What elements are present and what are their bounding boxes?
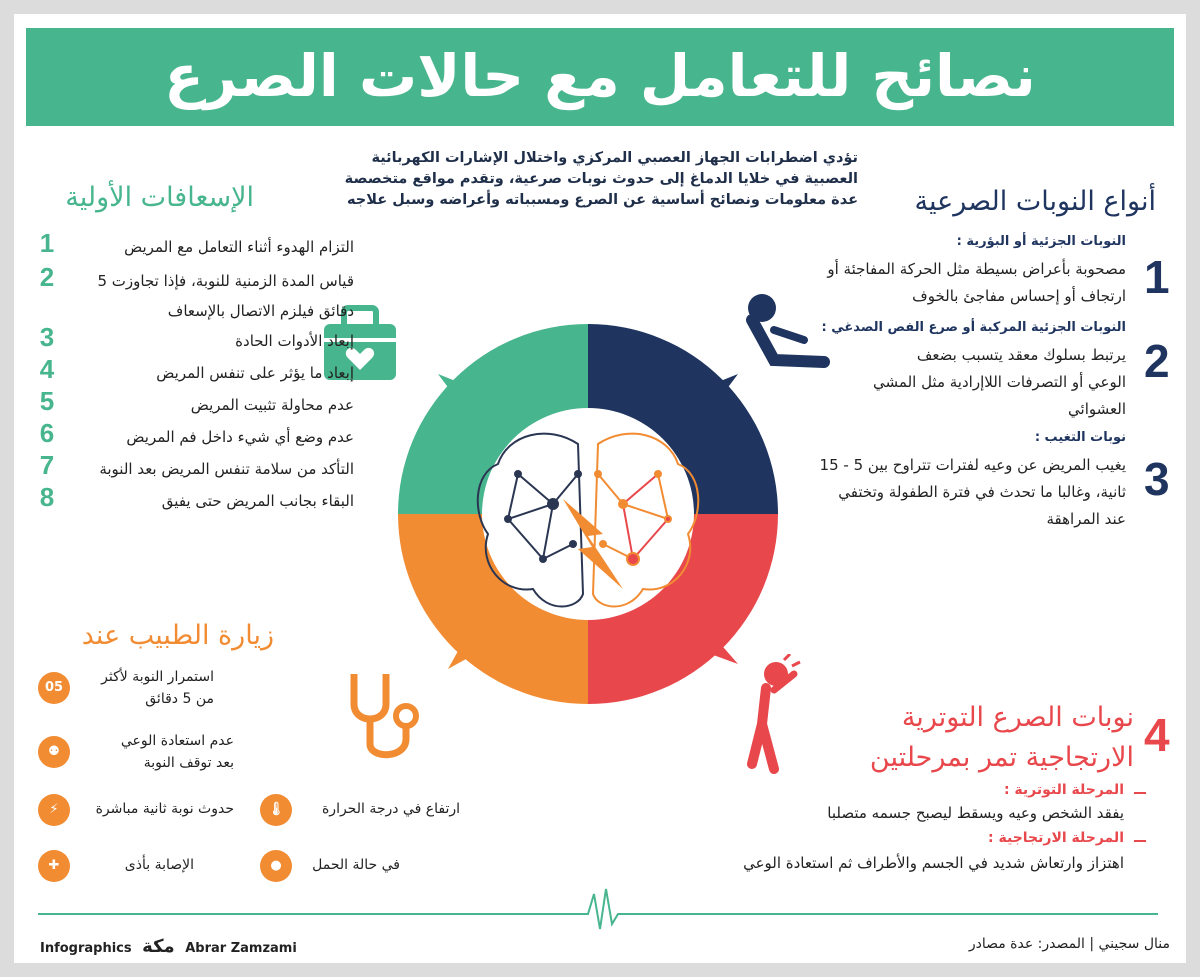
footer-source: منال سجيني | المصدر: عدة مصادر <box>968 936 1170 952</box>
doctor-visit-line: استمرار النوبة لأكثر <box>101 669 214 685</box>
first-aid-number: 6 <box>39 418 55 448</box>
stage-heading: المرحلة الارتجاجية : <box>988 830 1124 846</box>
doctor-visit-line: بعد توقف النوبة <box>143 755 234 771</box>
first-aid-number: 4 <box>39 354 55 384</box>
stage-text: يفقد الشخص وعيه ويسقط ليصبح جسمه متصلبا <box>827 804 1124 822</box>
first-aid-text-continued: دقائق فيلزم الاتصال بالإسعاف <box>167 302 354 320</box>
first-aid-text: قياس المدة الزمنية للنوبة، فإذا تجاوزت 5 <box>97 272 354 290</box>
footer-author: Abrar Zamzami <box>185 941 297 956</box>
stage-text: اهتزاز وارتعاش شديد في الجسم والأطراف ثم استعادة الوعي <box>743 854 1124 872</box>
doctor-visit-item <box>38 730 234 780</box>
first-aid-number: 5 <box>39 386 55 416</box>
tonic-clonic-number: 4 <box>1144 709 1170 761</box>
doctor-visit-text <box>78 730 234 774</box>
first-aid-number: 1 <box>39 228 55 258</box>
first-aid-text: التأكد من سلامة تنفس المريض بعد النوبة <box>99 460 354 478</box>
doctor-visit-text: حدوث نوبة ثانية مباشرة <box>95 801 234 817</box>
first-aid-number: 3 <box>39 322 55 352</box>
type-line: عند المراهقة <box>1046 510 1126 528</box>
type-heading: النوبات الجزئية المركبة أو صرع الفص الصدغي : <box>821 320 1126 335</box>
thermometer-icon: 🌡 <box>260 794 292 826</box>
doctor-visit-text <box>78 666 214 710</box>
infographic-page <box>14 14 1186 963</box>
clock-05-icon: 05 <box>38 672 70 704</box>
type-heading: نوبات التغيب : <box>1034 430 1126 445</box>
type-line: يغيب المريض عن وعيه لفترات تتراوح بين 5 - 15 <box>819 456 1126 474</box>
type-line: العشوائي <box>1068 400 1126 418</box>
heartbeat-line-icon <box>38 884 1158 934</box>
first-aid-item <box>34 388 354 418</box>
type-description <box>794 256 1126 310</box>
title-banner <box>26 28 1174 126</box>
tonic-clonic-title-line: الارتجاجية تمر بمرحلتين <box>869 742 1134 773</box>
first-aid-item <box>34 420 354 450</box>
footer-credit <box>40 936 297 957</box>
first-aid-text: التزام الهدوء أثناء التعامل مع المريض <box>124 238 354 256</box>
first-aid-item <box>34 452 354 482</box>
second-seizure-icon: ⚡ <box>38 794 70 826</box>
first-aid-item <box>34 356 354 386</box>
type-heading: النوبات الجزئية أو البؤرية : <box>956 234 1126 249</box>
first-aid-number: 8 <box>39 482 55 512</box>
type-number: 1 <box>1144 251 1170 303</box>
footer-label: Infographics <box>40 941 132 956</box>
doctor-visit-text: ارتفاع في درجة الحرارة <box>321 801 460 817</box>
first-aid-text: إبعاد الأدوات الحادة <box>235 332 354 350</box>
first-aid-text: إبعاد ما يؤثر على تنفس المريض <box>156 364 354 382</box>
type-description <box>784 452 1126 533</box>
pain-person-icon <box>744 654 814 774</box>
lying-person-icon: ⚉ <box>38 736 70 768</box>
first-aid-number: 2 <box>39 262 55 292</box>
first-aid-item <box>34 324 354 354</box>
type-line: يرتبط بسلوك معقد يتسبب بضعف <box>916 346 1126 364</box>
doctor-visit-text: في حالة الحمل <box>312 857 400 873</box>
stage-dash <box>1134 792 1146 794</box>
makkah-logo: مكة <box>142 936 175 957</box>
type-line: الوعي أو التصرفات اللاإرادية مثل المشي <box>873 373 1126 391</box>
pregnancy-icon: ● <box>260 850 292 882</box>
stage-dash <box>1134 840 1146 842</box>
first-aid-text: عدم وضع أي شيء داخل فم المريض <box>126 428 354 446</box>
type-line: ثانية، وغالبا ما تحدث في فترة الطفولة وتختفي <box>838 483 1126 501</box>
first-aid-item <box>34 484 354 514</box>
type-line: مصحوبة بأعراض بسيطة مثل الحركة المفاجئة أو <box>827 260 1126 278</box>
page-title: نصائح للتعامل مع حالات الصرع <box>164 42 1036 110</box>
doctor-visit-line: عدم استعادة الوعي <box>120 733 234 749</box>
doctor-visit-item <box>38 666 214 716</box>
tonic-clonic-title-line: نوبات الصرع التوترية <box>901 702 1134 733</box>
tonic-clonic-title <box>814 698 1134 778</box>
injury-icon: ✚ <box>38 850 70 882</box>
first-aid-title: الإسعافات الأولية <box>65 182 254 213</box>
doctor-visit-title: زيارة الطبيب عند <box>81 620 274 651</box>
intro-text: تؤدي اضطرابات الجهاز العصبي المركزي واختلال الإشارات الكهربائية العصبية في خلايا الدماغ إلى حدوث نوبات صرعية، وتقدم مواقع متخصصة عدة معلومات ونصائح أساسية عن الصرع ومسبباته وأعراضه وسبل علاجه <box>344 150 858 208</box>
type-number: 3 <box>1144 453 1170 505</box>
doctor-visit-line: من 5 دقائق <box>145 691 214 707</box>
type-description <box>814 342 1126 423</box>
doctor-visit-item <box>260 794 460 834</box>
first-aid-item <box>34 264 354 324</box>
first-aid-number: 7 <box>39 450 55 480</box>
type-line: ارتجاف أو إحساس مفاجئ بالخوف <box>912 287 1126 305</box>
doctor-visit-text: الإصابة بأذى <box>124 857 194 873</box>
seizure-types-title: أنواع النوبات الصرعية <box>914 186 1156 217</box>
stage-heading: المرحلة التوترية : <box>1003 782 1124 798</box>
first-aid-text: البقاء بجانب المريض حتى يفيق <box>161 492 354 510</box>
stethoscope-icon <box>340 664 430 764</box>
first-aid-text: عدم محاولة تثبيت المريض <box>190 396 354 414</box>
first-aid-item <box>34 230 354 260</box>
doctor-visit-item <box>38 794 234 834</box>
type-number: 2 <box>1144 335 1170 387</box>
